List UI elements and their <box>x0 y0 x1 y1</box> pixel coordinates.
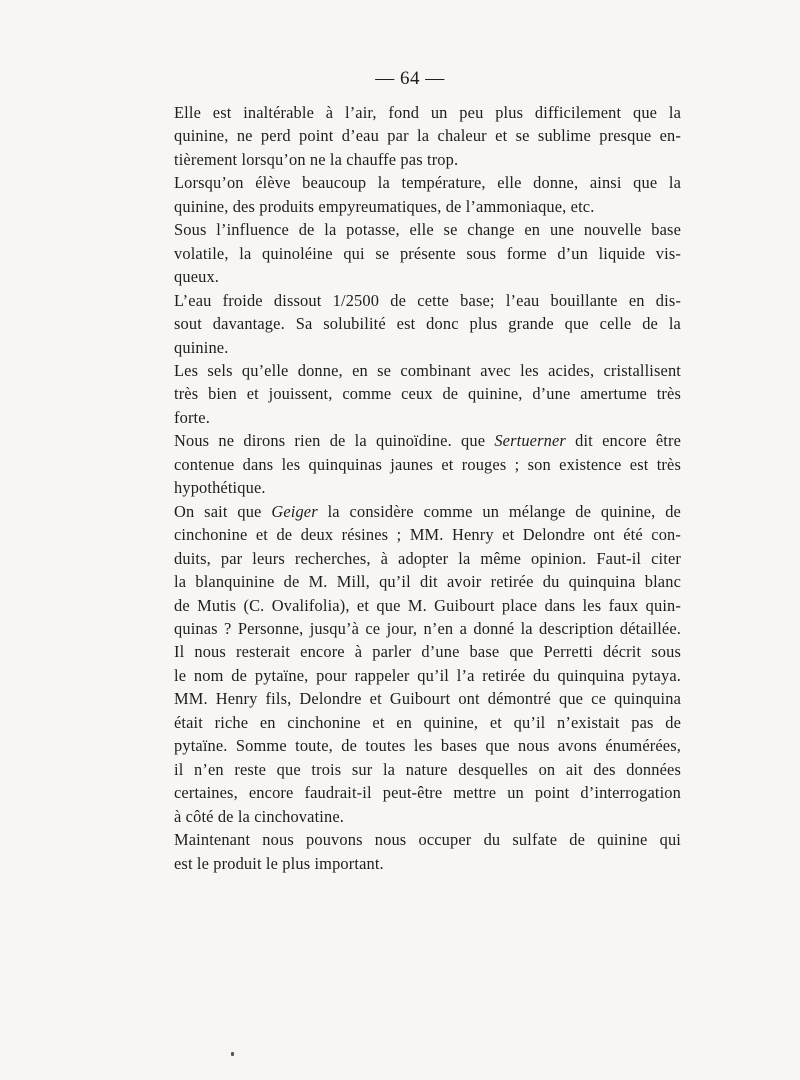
body-text <box>155 101 681 875</box>
text-fragment: On sait que <box>174 501 272 521</box>
text-fragment: dit encore être <box>565 431 681 451</box>
text-line: Elle est inaltérable à l’air, fond un peu plus difficilement que la <box>174 103 681 122</box>
paragraph-9 <box>155 828 681 875</box>
text-line: très bien et jouissent, comme ceux de quinine, d’une amertume très <box>174 384 681 404</box>
text-line: il n’en reste que trois sur la nature desquelles on ait des données <box>174 759 681 779</box>
text-line: forte. <box>174 407 210 427</box>
paragraph-4 <box>155 289 681 359</box>
text-line: Maintenant nous pouvons nous occuper du sulfate de quinine qui <box>174 830 681 850</box>
ink-speck <box>231 1052 234 1056</box>
text-line: sout davantage. Sa solubilité est donc plus grande que celle de la <box>174 314 681 334</box>
text-line <box>155 429 681 452</box>
text-line: pytaïne. Somme toute, de toutes les bases que nous avons énumérées, <box>174 736 681 756</box>
paragraph-2 <box>155 171 681 218</box>
text-line: la blanquinine de M. Mill, qu’il dit avoir retirée du quinquina blanc <box>174 572 681 592</box>
text-line: était riche en cinchonine et en quinine, et qu’il n’existait pas de <box>174 712 681 732</box>
author-name: Geiger <box>271 501 318 521</box>
text-fragment: Nous ne dirons rien de la quinoïdine. que <box>174 431 495 451</box>
text-line: queux. <box>174 267 220 287</box>
text-line: duits, par leurs recherches, à adopter la même opinion. Faut-il citer <box>174 548 681 568</box>
text-line <box>155 500 681 523</box>
text-line: cinchonine et de deux résines ; MM. Henry et Delondre ont été con- <box>174 525 681 545</box>
text-line: volatile, la quinoléine qui se présente sous forme d’un liquide vis- <box>174 243 681 263</box>
text-line: à côté de la cinchovatine. <box>174 806 344 826</box>
page-number: — 64 — <box>375 68 445 89</box>
text-line: L’eau froide dissout 1/2500 de cette base; l’eau bouillante en dis- <box>174 290 681 310</box>
text-line: Sous l’influence de la potasse, elle se change en une nouvelle base <box>174 220 681 240</box>
text-line: le nom de pytaïne, pour rappeler qu’il l’a retirée du quinquina pytaya. <box>174 665 681 685</box>
text-line: certaines, encore faudrait-il peut-être mettre un point d’interrogation <box>174 783 681 803</box>
author-name: Sertuerner <box>494 431 566 451</box>
paragraph-5 <box>155 359 681 429</box>
text-line: hypothétique. <box>174 478 266 498</box>
paragraph-6 <box>155 429 681 499</box>
paragraph-1 <box>155 101 681 171</box>
text-line: est le produit le plus important. <box>174 853 384 873</box>
text-line: quinas ? Personne, jusqu’à ce jour, n’en a donné la description détaillée. <box>174 618 681 638</box>
text-line: Les sels qu’elle donne, en se combinant avec les acides, cristallisent <box>174 360 681 380</box>
text-line: quinine, ne perd point d’eau par la chaleur et se sublime presque en- <box>174 126 681 146</box>
text-line: quinine. <box>174 337 229 357</box>
text-line: tièrement lorsqu’on ne la chauffe pas trop. <box>174 149 459 169</box>
paragraph-3 <box>155 218 681 288</box>
text-line: quinine, des produits empyreumatiques, de l’ammoniaque, etc. <box>174 196 595 216</box>
paragraph-8 <box>155 640 681 828</box>
text-fragment: la considère comme un mélange de quinine, de <box>317 501 681 521</box>
text-line: Lorsqu’on élève beaucoup la température, elle donne, ainsi que la <box>174 173 681 193</box>
text-line: de Mutis (C. Ovalifolia), et que M. Guibourt place dans les faux quin- <box>174 595 681 615</box>
text-line: contenue dans les quinquinas jaunes et rouges ; son existence est très <box>174 454 681 474</box>
paragraph-7 <box>155 500 681 641</box>
text-line: Il nous resterait encore à parler d’une base que Perretti décrit sous <box>174 642 681 662</box>
text-line: MM. Henry fils, Delondre et Guibourt ont démontré que ce quinquina <box>174 689 681 709</box>
